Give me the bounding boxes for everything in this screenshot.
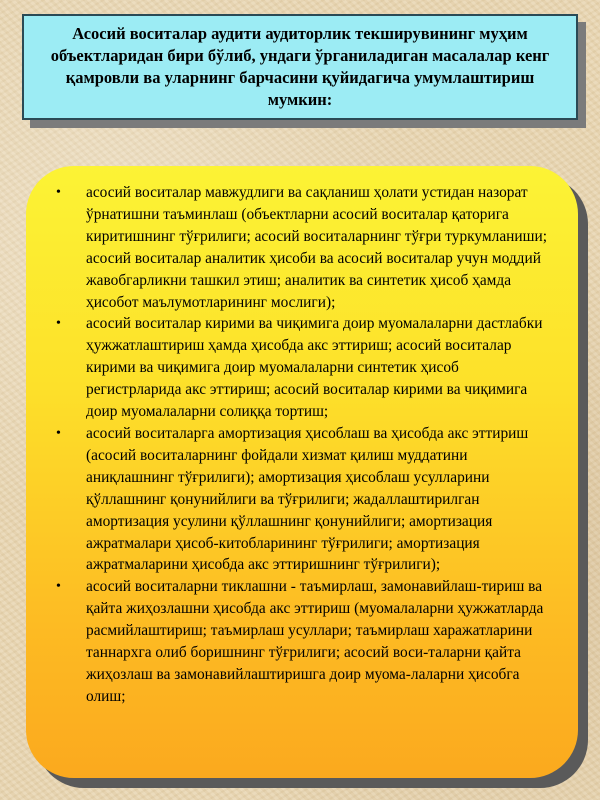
list-item-text: асосий воситаларга амортизация ҳисоблаш ва ҳисобда акс эттириш (асосий воситаларнинг фойдали хизмат қилиш муддатини аниқлашнинг тўғрилиги); амортизация ҳисоблаш усулларини қўллашнинг қонунийлиги ва тўғрилиги; жадаллаштирилган амортизация усулини қўллашнинг қонунийлиги; амортизация ажратмалари ҳисоб-китобларининг тўғрилиги; амортизация ажратмаларини ҳисобда акс эттиришнинг тўғрилиги); — [86, 424, 529, 574]
bullet-list — [54, 182, 556, 708]
list-item — [54, 182, 556, 313]
list-item-text: асосий воситаларни тиклашни - таъмирлаш, замонавийлаш-тириш ва қайта жиҳозлашни ҳисобда акс эттириш (муомалаларни ҳужжатларда расмийлаштириш; таъмирлаш усуллари; таъмирлаш харажатларини таннархга олиб боришнинг тўғрилиги; асосий воси-таларни қайта жиҳозлаш ва замонавийлаштиришга доир муома-лаларни ҳисобга олиш; — [86, 578, 544, 705]
list-item-text: асосий воситалар кирими ва чиқимига доир муомалаларни дастлабки ҳужжатлаштириш ҳамда ҳисобда акс эттириш; асосий воситалар кирими ва чиқимига доир муомалаларни синтетик ҳисоб регистрларида акс эттириш; асосий воситалар кирими ва чиқимига доир муомалаларни солиққа тортиш; — [86, 315, 543, 421]
title-box — [22, 14, 578, 120]
list-item-text: асосий воситалар мавжудлиги ва сақланиш ҳолати устидан назорат ўрнатишни таъминлаш (объектларни асосий воситалар қаторига киритишнинг тўғрилиги; асосий воситаларнинг тўғри туркумланиши; асосий воситалар аналитик ҳисоби ва асосий воситалар учун моддий жавобгарликни ташкил этиш; аналитик ва синтетик ҳисоб ҳамда ҳисобот маълумотларининг мослиги); — [86, 184, 548, 311]
list-item — [54, 313, 556, 423]
list-item — [54, 423, 556, 576]
list-item — [54, 576, 556, 707]
bullet-icon: • — [56, 185, 61, 200]
slide-title: Асосий воситалар аудити аудиторлик текширувининг муҳим объектларидан бири бўлиб, ундаги ўрганиладиган масалалар кенг қамровли ва уларнинг барчасини қуйидагича умумлаштириш мумкин: — [50, 24, 550, 109]
bullet-icon: • — [56, 425, 61, 441]
content-box — [26, 166, 578, 778]
bullet-icon: • — [56, 316, 61, 332]
bullet-icon: • — [56, 579, 61, 595]
